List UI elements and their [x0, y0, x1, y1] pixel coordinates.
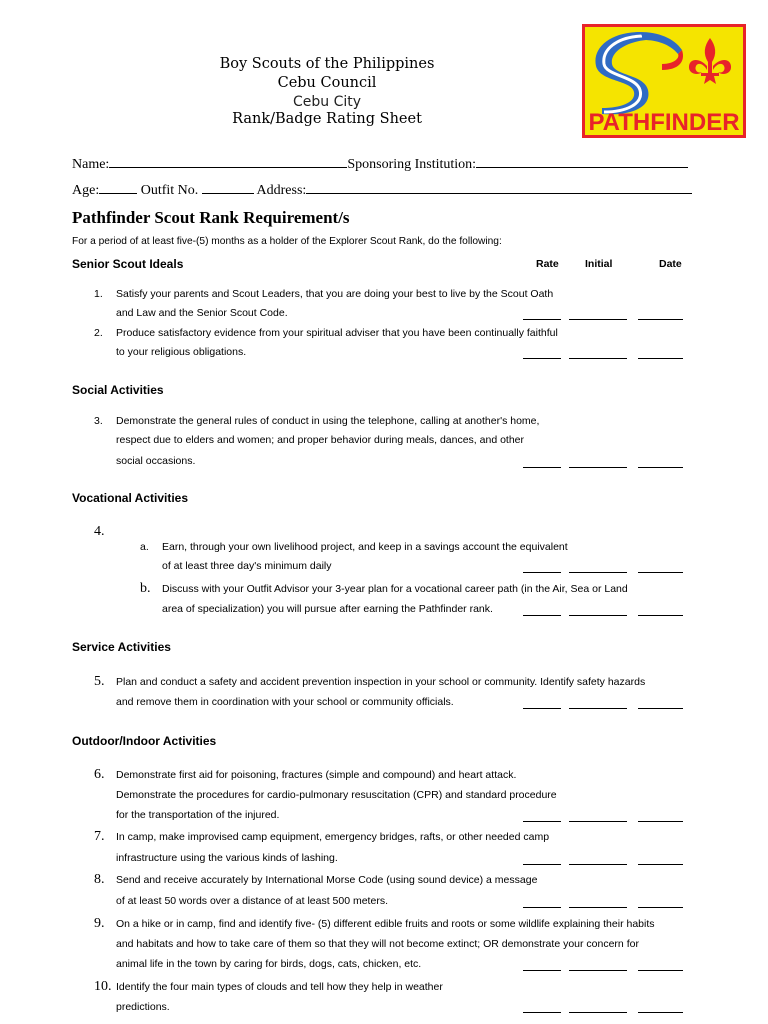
intro-text: For a period of at least five-(5) months as a holder of the Explorer Scout Rank, do the following:	[72, 236, 502, 247]
rate-blank[interactable]	[523, 467, 561, 468]
item-text: Demonstrate the procedures for cardio-pulmonary resuscitation (CPR) and standard procedure	[116, 789, 557, 801]
item-text: Demonstrate the general rules of conduct in using the telephone, calling at another's home,	[116, 415, 540, 427]
initial-blank[interactable]	[569, 358, 627, 359]
item-text: of at least 50 words over a distance of at least 500 meters.	[116, 895, 388, 907]
rate-blank[interactable]	[523, 907, 561, 908]
name-label: Name:	[72, 157, 110, 172]
initial-blank[interactable]	[569, 821, 627, 822]
section-outdoor-indoor-activities: Outdoor/Indoor Activities	[72, 734, 217, 748]
item-number: 7.	[94, 829, 105, 844]
item-text: On a hike or in camp, find and identify five- (5) different edible fruits and roots or some wildlife explaining their habits	[116, 918, 655, 930]
rate-blank[interactable]	[523, 358, 561, 359]
date-blank[interactable]	[638, 615, 683, 616]
sheet-title: Rank/Badge Rating Sheet	[232, 111, 422, 127]
item-text: Send and receive accurately by International Morse Code (using sound device) a message	[116, 874, 538, 886]
initial-blank[interactable]	[569, 970, 627, 971]
item-text: Demonstrate first aid for poisoning, fractures (simple and compound) and heart attack.	[116, 769, 517, 781]
section-social-activities: Social Activities	[72, 383, 164, 397]
age-label: Age:	[72, 183, 100, 198]
pathfinder-logo	[582, 24, 746, 138]
item-text: of at least three day's minimum daily	[162, 560, 332, 572]
item-text: Plan and conduct a safety and accident prevention inspection in your school or community. Identify safety hazards	[116, 676, 646, 688]
item-number: 4.	[94, 524, 105, 539]
column-rate: Rate	[536, 258, 559, 270]
item-text: Earn, through your own livelihood project, and keep in a savings account the equivalent	[162, 541, 568, 553]
address-label: Address:	[256, 183, 307, 198]
item-text: respect due to elders and women; and proper behavior during meals, dances, and other	[116, 434, 525, 446]
name-input-line[interactable]	[109, 155, 347, 168]
rate-blank[interactable]	[523, 572, 561, 573]
date-blank[interactable]	[638, 821, 683, 822]
initial-blank[interactable]	[569, 572, 627, 573]
outfit-input-line[interactable]	[202, 181, 254, 194]
logo-text: PATHFINDER	[588, 109, 740, 136]
date-blank[interactable]	[638, 708, 683, 709]
rate-blank[interactable]	[523, 1012, 561, 1013]
rate-blank[interactable]	[523, 708, 561, 709]
item-text: social occasions.	[116, 455, 196, 467]
council-name: Cebu Council	[277, 75, 377, 91]
rate-blank[interactable]	[523, 864, 561, 865]
item-text: to your religious obligations.	[116, 346, 247, 358]
item-text: Satisfy your parents and Scout Leaders, that you are doing your best to live by the Scout Oath	[116, 288, 554, 300]
sub-item-letter: b.	[140, 581, 151, 596]
item-text: and remove them in coordination with your school or community officials.	[116, 696, 454, 708]
organization-name: Boy Scouts of the Philippines	[219, 56, 435, 72]
sponsor-label: Sponsoring Institution:	[347, 157, 477, 172]
initial-blank[interactable]	[569, 319, 627, 320]
date-blank[interactable]	[638, 1012, 683, 1013]
date-blank[interactable]	[638, 319, 683, 320]
date-blank[interactable]	[638, 572, 683, 573]
sponsor-input-line[interactable]	[476, 155, 688, 168]
sub-item-letter: a.	[140, 541, 149, 553]
item-number: 8.	[94, 872, 105, 887]
name-field-row	[72, 155, 688, 173]
item-number: 2.	[94, 327, 103, 339]
column-date: Date	[659, 258, 682, 270]
date-blank[interactable]	[638, 970, 683, 971]
rate-blank[interactable]	[523, 970, 561, 971]
initial-blank[interactable]	[569, 1012, 627, 1013]
column-initial: Initial	[585, 258, 613, 270]
item-number: 5.	[94, 674, 105, 689]
initial-blank[interactable]	[569, 907, 627, 908]
item-number: 6.	[94, 767, 105, 782]
age-field-row	[72, 181, 692, 199]
item-text: Discuss with your Outfit Advisor your 3-year plan for a vocational career path (in the Air, Sea or Land	[162, 583, 628, 595]
date-blank[interactable]	[638, 358, 683, 359]
rate-blank[interactable]	[523, 615, 561, 616]
initial-blank[interactable]	[569, 615, 627, 616]
initial-blank[interactable]	[569, 708, 627, 709]
pathfinder-logo-graphic	[582, 24, 746, 138]
age-input-line[interactable]	[99, 181, 137, 194]
outfit-label: Outfit No.	[140, 183, 199, 198]
item-number: 3.	[94, 415, 103, 427]
section-senior-scout-ideals: Senior Scout Ideals	[72, 257, 184, 271]
item-text: area of specialization) you will pursue after earning the Pathfinder rank.	[162, 603, 493, 615]
item-text: In camp, make improvised camp equipment, emergency bridges, rafts, or other needed camp	[116, 831, 550, 843]
date-blank[interactable]	[638, 907, 683, 908]
item-text: for the transportation of the injured.	[116, 809, 280, 821]
requirements-title: Pathfinder Scout Rank Requirement/s	[72, 208, 350, 227]
section-vocational-activities: Vocational Activities	[72, 491, 189, 505]
item-text: predictions.	[116, 1001, 170, 1013]
section-service-activities: Service Activities	[72, 640, 171, 654]
rate-blank[interactable]	[523, 319, 561, 320]
rate-blank[interactable]	[523, 821, 561, 822]
date-blank[interactable]	[638, 467, 683, 468]
item-text: and Law and the Senior Scout Code.	[116, 307, 288, 319]
initial-blank[interactable]	[569, 467, 627, 468]
item-number: 9.	[94, 916, 105, 931]
date-blank[interactable]	[638, 864, 683, 865]
item-text: and habitats and how to take care of them so that they will not become extinct; OR demonstrate your concern for	[116, 938, 639, 950]
item-text: Produce satisfactory evidence from your spiritual adviser that you have been continually faithful	[116, 327, 558, 339]
item-text: animal life in the town by caring for birds, dogs, cats, chicken, etc.	[116, 958, 422, 970]
item-text: infrastructure using the various kinds of lashing.	[116, 852, 338, 864]
item-number: 1.	[94, 288, 103, 300]
initial-blank[interactable]	[569, 864, 627, 865]
address-input-line[interactable]	[306, 181, 692, 194]
item-number: 10.	[94, 979, 112, 994]
item-text: Identify the four main types of clouds and tell how they help in weather	[116, 981, 443, 993]
city-name: Cebu City	[292, 94, 362, 110]
